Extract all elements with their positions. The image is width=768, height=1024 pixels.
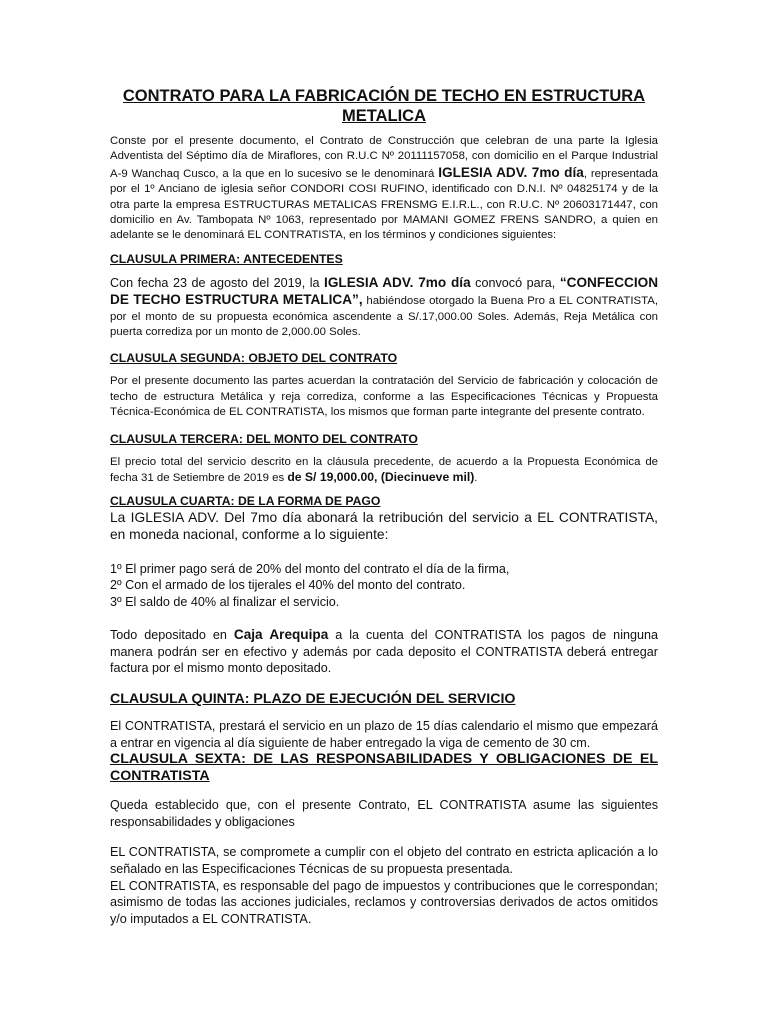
clause-1-text-2: convocó para, xyxy=(470,275,560,290)
payment-item-2: 2º Con el armado de los tijerales el 40% del monto del contrato. xyxy=(110,578,466,593)
deposit-text-2: a la cuenta del CONTRATISTA los pagos de ninguna manera podrán ser en efectivo y además por cada deposito el CONTRATISTA deberá entregar factura por el mismo monto depositado. xyxy=(110,628,659,676)
clause-6-paragraph-2: EL CONTRATISTA, se compromete a cumplir con el objeto del contrato en estricta aplicación a lo señalado en las Especificaciones Técnicas de su propuesta presentada. xyxy=(110,845,658,877)
clause-1-project-name: “CONFECCION DE TECHO ESTRUCTURA METALICA”, xyxy=(110,274,659,308)
clause-5-heading: CLAUSULA QUINTA: PLAZO DE EJECUCIÓN DEL SERVICIO xyxy=(110,691,516,708)
payment-item-1: 1º El primer pago será de 20% del monto del contrato el día de la firma, xyxy=(110,561,510,576)
clause-1-paragraph xyxy=(110,275,658,341)
intro-paragraph xyxy=(110,134,658,244)
clause-3-heading: CLAUSULA TERCERA: DEL MONTO DEL CONTRATO xyxy=(110,431,418,446)
clause-6-heading: CLAUSULA SEXTA: DE LAS RESPONSABILIDADES Y OBLIGACIONES DE EL CONTRATISTA xyxy=(110,751,658,785)
clause-4-deposit-paragraph xyxy=(110,627,658,677)
clause-2-paragraph: Por el presente documento las partes acuerdan la contratación del Servicio de fabricación y colocación de techo de estructura Metálica y reja corrediza, conforme a las Especificaciones Técnicas y Propuesta Técnica-Económica de EL CONTRATISTA, los mismos que forman parte integrante del presente contrato. xyxy=(110,375,658,419)
intro-text-1: Conste por el presente documento, el Contrato de Construcción que celebran de una parte la Iglesia Adventista del Séptimo día de Miraflores, con R.U.C Nº 20111157058, con domicilio en el Parque Industrial A-9 Wanchaq Cusco, a la que en lo sucesivo se le denominará xyxy=(110,135,658,180)
clause-3-text-2: . xyxy=(474,472,478,485)
clause-1-party-name: IGLESIA ADV. 7mo día xyxy=(324,274,471,290)
clause-4-heading: CLAUSULA CUARTA: DE LA FORMA DE PAGO xyxy=(110,493,381,508)
clause-3-paragraph xyxy=(110,455,658,487)
clause-2-heading: CLAUSULA SEGUNDA: OBJETO DEL CONTRATO xyxy=(110,351,398,366)
document-title: CONTRATO PARA LA FABRICACIÓN DE TECHO EN ESTRUCTURA METALICA xyxy=(122,87,646,125)
clause-1-text-3: habiéndose otorgado la Buena Pro a EL CONTRATISTA, por el monto de su propuesta económica ascendente a S/.17,000.00 Soles. Además, Reja Metálica con puerta corrediza por un monto de 2,000.00 Soles. xyxy=(110,295,658,339)
payment-item-3: 3º El saldo de 40% al finalizar el servicio. xyxy=(110,594,340,609)
payment-list xyxy=(110,561,658,611)
intro-text-2: , representada por el 1º Anciano de iglesia señor CONDORI COSI RUFINO, identificado con D.N.I. Nº 04825174 y de la otra parte la empresa ESTRUCTURAS METALICAS FRENSMG E.I.R.L., con R.U.C. Nº 20603171447, con domicilio en Av. Tambopata Nº 1063, representado por MAMANI GOMEZ FRENS SANDRO, a quien en adelante se le denominará EL CONTRATISTA, en los términos y condiciones siguientes: xyxy=(110,167,658,242)
clause-6-paragraph-1: Queda establecido que, con el presente Contrato, EL CONTRATISTA asume las siguientes responsabilidades y obligaciones xyxy=(110,798,658,829)
clause-3-text-1: El precio total del servicio descrito en la cláusula precedente, de acuerdo a la Propuesta Económica de fecha 31 de Setiembre de 2019 es xyxy=(110,455,658,485)
deposit-text-1: Todo depositado en xyxy=(110,628,234,643)
clause-6-paragraph-3: EL CONTRATISTA, es responsable del pago de impuestos y contribuciones que le correspondan; asimismo de todas las acciones judiciales, reclamos y controversias derivados de actos omitidos y/o imputados a EL CONTRATISTA. xyxy=(110,878,658,926)
bank-name: Caja Arequipa xyxy=(233,627,329,643)
clause-4-intro: La IGLESIA ADV. Del 7mo día abonará la retribución del servicio a EL CONTRATISTA, en moneda nacional, conforme a lo siguiente: xyxy=(110,509,658,542)
clause-3-amount: de S/ 19,000.00, (Diecinueve mil) xyxy=(287,470,475,485)
clause-1-heading: CLAUSULA PRIMERA: ANTECEDENTES xyxy=(110,251,343,266)
intro-party-name: IGLESIA ADV. 7mo día xyxy=(438,164,584,180)
clause-5-paragraph: El CONTRATISTA, prestará el servicio en un plazo de 15 días calendario el mismo que empezará a entrar en vigencia al día siguiente de haber entregado la viga de cemento de 30 cm. xyxy=(110,719,658,750)
clause-1-text-1: Con fecha 23 de agosto del 2019, la xyxy=(110,275,325,290)
